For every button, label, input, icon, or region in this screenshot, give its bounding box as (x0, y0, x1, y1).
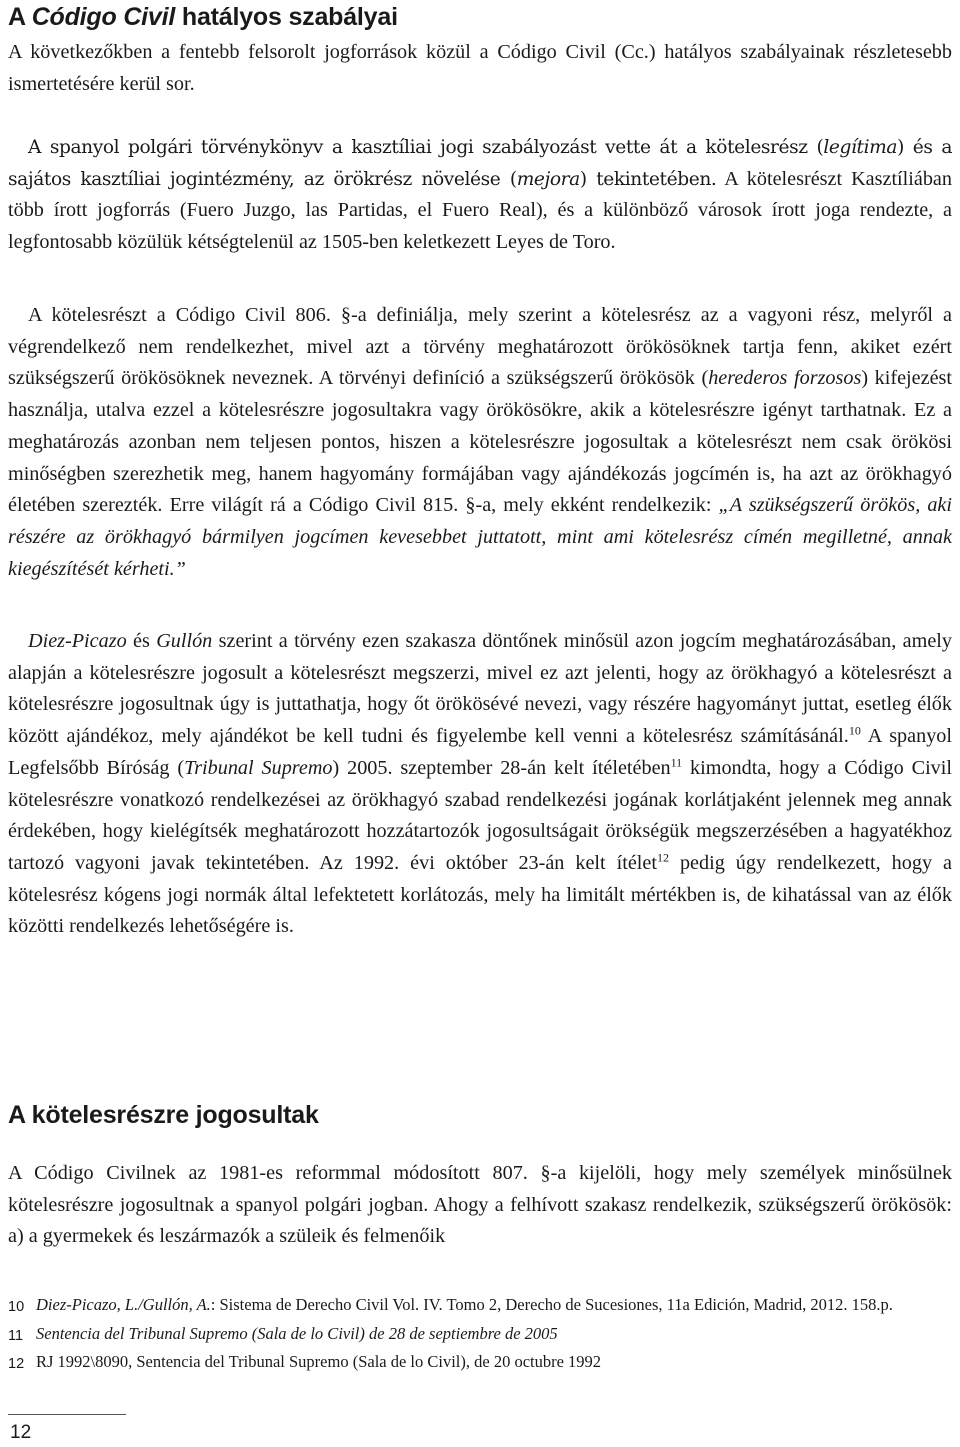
footnote-ref-11[interactable]: 11 (670, 755, 683, 770)
text-run: ) 2005. szeptember 28-án kelt ítéletében (332, 756, 671, 779)
section-heading-jogosultak: A kötelesrészre jogosultak (8, 1101, 319, 1129)
footnote-italic: Sentencia del Tribunal Supremo (Sala de lo Civil) de 28 de septiembre de 2005 (36, 1323, 558, 1343)
paragraph-definicio (8, 300, 952, 585)
footnote-number: 11 (8, 1327, 24, 1344)
footnote-ref-10[interactable]: 10 (848, 723, 861, 738)
heading-prefix: A (8, 3, 32, 31)
footnote-body: RJ 1992\8090, Sentencia del Tribunal Supremo (Sala de lo Civil), de 20 octubre 1992 (36, 1352, 602, 1371)
footnote-body: : Sistema de Derecho Civil Vol. IV. Tomo 2, Derecho de Sucesiones, 11a Edición, Madrid, 2012. 158.p. (210, 1295, 893, 1314)
paragraph-intro: A következőkben a fentebb felsorolt jogforrások közül a Código Civil (Cc.) hatályos szabályainak részletesebb ismertetésére kerül sor. (8, 41, 952, 95)
author-name: Diez-Picazo (28, 630, 127, 652)
text-run: ) és a sajátos kasztíliai jogintézmény, az örökrész növelése ( (8, 137, 952, 190)
footnote-12 (8, 1349, 952, 1378)
text-run: szerint a törvény ezen szakasza döntőnek minősül azon jogcím meghatározásában, amely alapján a kötelesrészre jogosult a kötelesrészt megszerzi, mivel ez azt jelenti, hogy az örökhagyó a kötelesrészt a kötelesrészre jogosultnak úgy is juttathatja, hogy őt örökösévé nevezi, vagy részére hagyományt juttat, esetleg élők között ajándékoz, mely ajándékot be kell tudni és figyelembe kell venni a kötelesrész számításánál. (8, 630, 952, 748)
text-run: A spanyol Legfelsőbb Bíróság ( (8, 725, 952, 779)
text-italic: Tribunal Supremo (184, 756, 333, 779)
text-italic: mejora (516, 168, 580, 190)
text-run: kimondta, hogy a Código Civil kötelesrészre vonatkozó rendelkezései az örökhagyó szabad rendelkezési jogának korlátjaként jelennek meg annak érdekében, hogy kielégítsék meghatározott hozzátartozók jogosultságait örökségük megszerzésében a hagyatékhoz tartozó vagyoni javak tekintetében. Az 1992. évi október 23-án kelt ítélet (8, 756, 952, 874)
text-run: ) tekintetében. (579, 168, 717, 190)
text-italic: herederos forzosos (708, 367, 862, 390)
footnote-number: 10 (8, 1299, 25, 1315)
footnote-italic: Diez-Picazo, L./Gullón, A. (36, 1295, 211, 1314)
footnote-ref-12[interactable]: 12 (656, 850, 669, 865)
paragraph-diez-picazo (8, 626, 952, 943)
text-run: pedig úgy rendelkezett, hogy a kötelesrész kógens jogi normák által lefektetett korlátozás, mely ha limitált mértékben is, de kihatással van az élők közötti rendelkezés lehetőségére is. (8, 851, 952, 938)
page-number: 12 (10, 1422, 32, 1443)
text-run: és (126, 630, 157, 652)
text-run: A kötelesrészt a Código Civil 806. §-a definiálja, mely szerint a kötelesrész az a vagyoni rész, melyről a végrendelkező nem rendelkezhet, mivel azt a törvény meghatározott örökösöknek tartja fenn, akiket ezért szükségszerű örökösöknek neveznek. A törvényi definíció a szükségszerű örökösök ( (8, 304, 952, 390)
heading-suffix: hatályos szabályai (175, 3, 398, 31)
footnote-11 (8, 1321, 952, 1350)
text-run: ) kifejezést használja, utalva ezzel a kötelesrészre jogosultakra vagy örökösökre, akik a kötelesrészre igényt tarthatnak. Ez a meghatározás azonban nem teljesen pontos, hiszen a kötelesrészre jogosultak a kötelesrészt nem csak örökösi minőségben szerezhetik meg, hanem hagyomány formájában vagy ajándékozás jogcímén is, ha azt az örökhagyó életében szerezték. Erre világít rá a Código Civil 815. §-a, mely ekként rendelkezik: (8, 367, 953, 517)
footnote-number: 12 (8, 1356, 25, 1372)
text-run: A spanyol polgári törvénykönyv a kasztíliai jogi szabályozást vette át a kötelesrész ( (28, 137, 824, 158)
paragraph-kasztiliai (8, 132, 952, 259)
document-page (8, 0, 952, 1447)
text-run: A kötelesrészt Kasztíliában több írott jogforrás (Fuero Juzgo, las Partidas, el Fuero Real), és a különböző városok írott joga rendezte, a legfontosabb közülük kétségtelenül az 1505-ben keletkezett Leyes de Toro. (8, 167, 952, 254)
quotation: „A szükségszerű örökös, aki részére az örökhagyó bármilyen jogcímen kevesebbet juttatott, mint ami kötelesrész címén megilletné, annak kiegészítését kérheti.” (8, 494, 952, 580)
paragraph-807: A Código Civilnek az 1981-es reformmal módosított 807. §-a kijelöli, hogy mely személyek minősülnek kötelesrészre jogosultnak a spanyol polgári jogban. Ahogy a felhívott szakasz rendelkezik, szükségszerű örökösök: a) a gyermekek és leszármazók a szüleik és felmenőik (8, 1162, 952, 1248)
footnote-text (36, 1349, 952, 1378)
author-name: Gullón (156, 630, 213, 652)
footer-rule (8, 1414, 126, 1415)
heading-italic: Código Civil (31, 3, 176, 31)
footnotes (8, 1292, 952, 1378)
footnote-10 (8, 1292, 952, 1321)
text-italic: legítima (823, 137, 898, 158)
section-heading-hatalyos-szabalyai (8, 3, 398, 32)
footnote-text (36, 1292, 952, 1321)
footnote-text (36, 1321, 952, 1350)
